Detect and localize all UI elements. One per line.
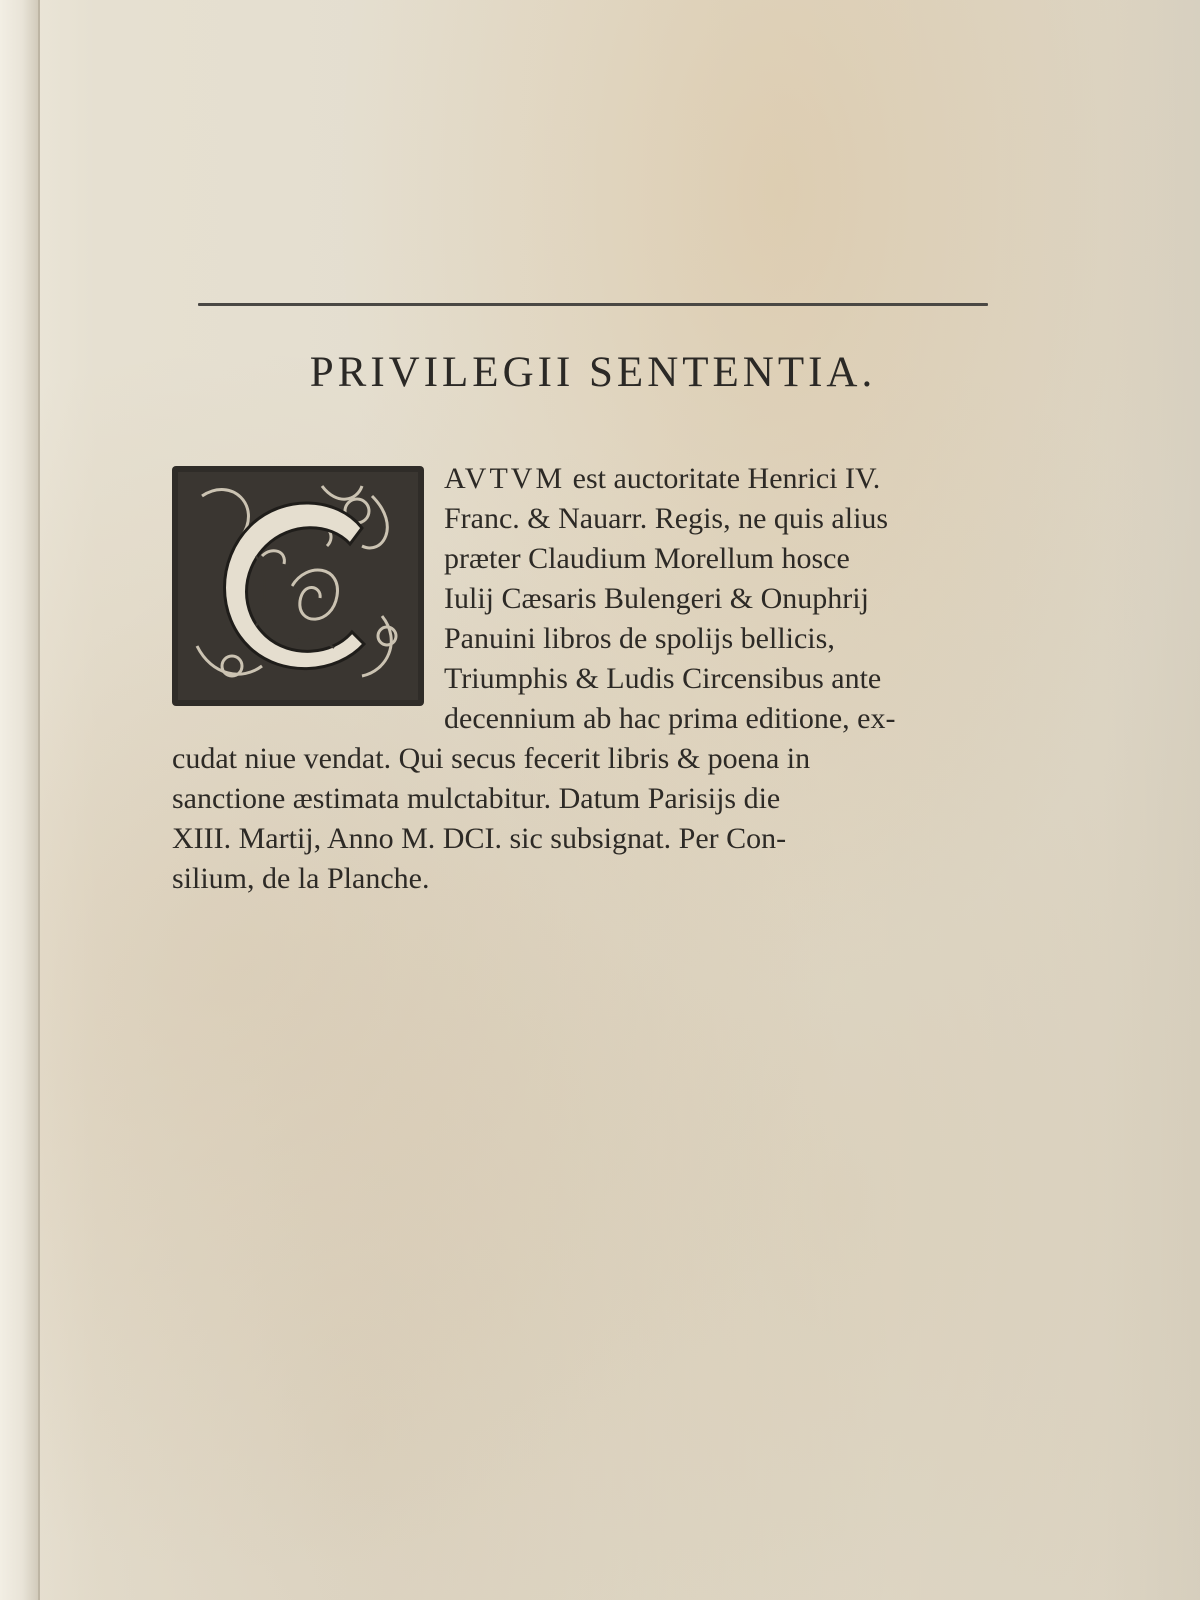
text-line-7: decennium ab hac prima editione, ex- (444, 702, 896, 735)
text-line-3: præter Claudium Morellum hosce (444, 542, 850, 575)
text-line-1-body: est auctoritate Henrici IV. (572, 462, 881, 495)
text-line-5: Panuini libros de spolijs bellicis, (444, 622, 835, 655)
page-title: PRIVILEGII SENTENTIA. (309, 349, 877, 396)
opening-word: AVTVM (444, 462, 566, 495)
page-binding-edge (0, 0, 40, 1600)
text-line-2: Franc. & Nauarr. Regis, ne quis alius (444, 502, 889, 535)
text-line-10: XIII. Martij, Anno M. DCI. sic subsignat. Per Con- (172, 822, 787, 855)
text-line-4: Iulij Cæsaris Bulengeri & Onuphrij (444, 582, 869, 615)
text-line-9: sanctione æstimata mulctabitur. Datum Parisijs die (172, 782, 781, 815)
header-rule (198, 303, 988, 306)
text-line-11: silium, de la Planche. (172, 862, 430, 895)
text-line-8: cudat niue vendat. Qui secus fecerit libris & poena in (172, 742, 811, 775)
privilege-text-block (172, 456, 992, 896)
text-line-1 (444, 464, 880, 494)
decorated-initial-c (172, 466, 424, 706)
text-line-6: Triumphis & Ludis Circensibus ante (444, 662, 882, 695)
